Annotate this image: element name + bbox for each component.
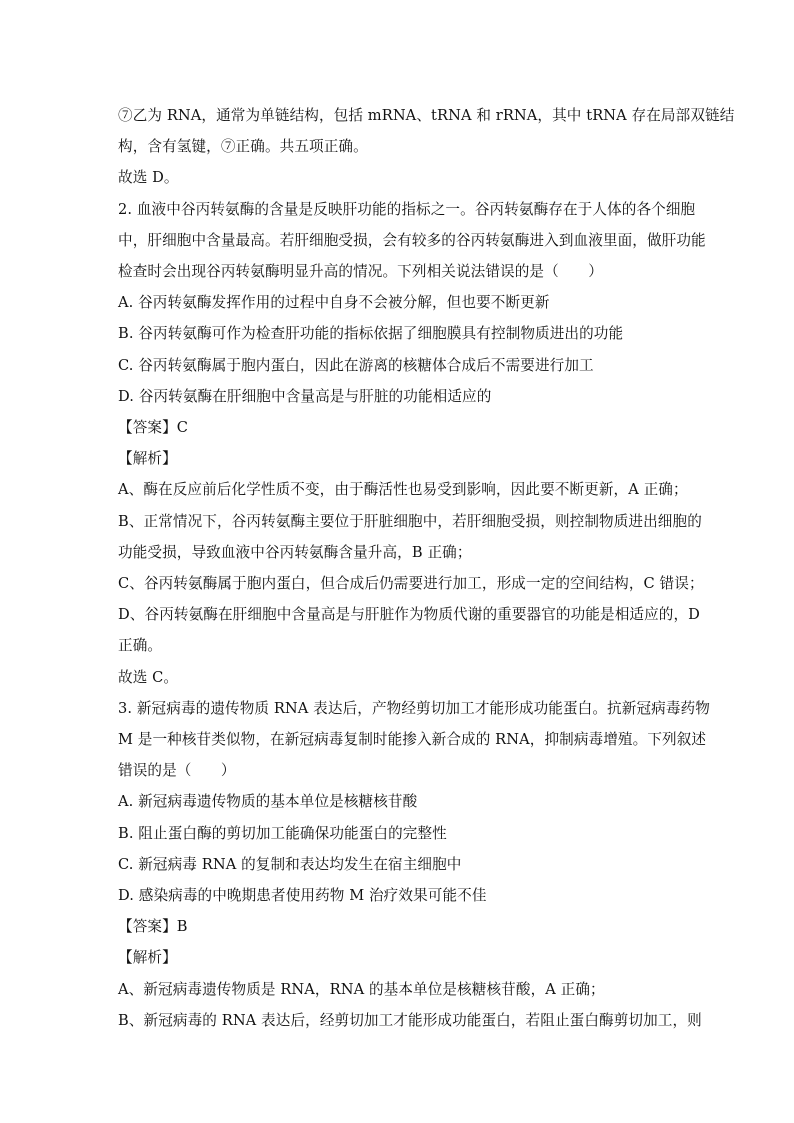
analysis-line: 正确。 (118, 637, 163, 655)
option-a: A. 谷丙转氨酶发挥作用的过程中自身不会被分解，但也要不断更新 (118, 294, 550, 312)
option-d: D. 感染病毒的中晚期患者使用药物 M 治疗效果可能不佳 (118, 887, 487, 905)
analysis-line: 功能受损，导致血液中谷丙转氨酶含量升高，B 正确； (118, 543, 472, 561)
question-stem: 2. 血液中谷丙转氨酶的含量是反映肝功能的指标之一。谷丙转氨酶存在于人体的各个细胞 (118, 200, 696, 218)
option-a: A. 新冠病毒遗传物质的基本单位是核糖核苷酸 (118, 793, 418, 811)
answer-label: 【答案】B (118, 918, 188, 936)
question-stem: 中，肝细胞中含量最高。若肝细胞受损，会有较多的谷丙转氨酶进入到血液里面，做肝功能 (118, 231, 706, 249)
analysis-line: C、谷丙转氨酶属于胞内蛋白，但合成后仍需要进行加工，形成一定的空间结构，C 错误； (118, 575, 704, 593)
option-d: D. 谷丙转氨酶在肝细胞中含量高是与肝脏的功能相适应的 (118, 387, 492, 405)
analysis-line: B、正常情况下，谷丙转氨酶主要位于肝脏细胞中，若肝细胞受损，则控制物质进出细胞的 (118, 512, 702, 530)
question-stem: 检查时会出现谷丙转氨酶明显升高的情况。下列相关说法错误的是（ ） (118, 263, 603, 281)
question-stem: 错误的是（ ） (118, 762, 236, 780)
text-line: 故选 D。 (118, 169, 179, 187)
text-line: ⑦乙为 RNA，通常为单链结构，包括 mRNA、tRNA 和 rRNA，其中 tRNA 存在局部双链结 (118, 107, 735, 124)
analysis-line: B、新冠病毒的 RNA 表达后，经剪切加工才能形成功能蛋白，若阻止蛋白酶剪切加工，则 (118, 1011, 702, 1029)
analysis-label: 【解析】 (118, 949, 177, 967)
option-c: C. 新冠病毒 RNA 的复制和表达均发生在宿主细胞中 (118, 855, 462, 873)
question-stem: M 是一种核苷类似物，在新冠病毒复制时能掺入新合成的 RNA，抑制病毒增殖。下列叙述 (118, 731, 707, 749)
analysis-label: 【解析】 (118, 450, 177, 468)
text-line: 故选 C。 (118, 668, 179, 686)
analysis-line: A、新冠病毒遗传物质是 RNA，RNA 的基本单位是核糖核苷酸，A 正确； (118, 980, 605, 998)
answer-label: 【答案】C (118, 419, 189, 437)
option-b: B. 阻止蛋白酶的剪切加工能确保功能蛋白的完整性 (118, 824, 447, 842)
option-b: B. 谷丙转氨酶可作为检查肝功能的指标依据了细胞膜具有控制物质进出的功能 (118, 325, 624, 343)
text-line: 构，含有氢键，⑦正确。共五项正确。 (118, 138, 368, 156)
question-stem: 3. 新冠病毒的遗传物质 RNA 表达后，产物经剪切加工才能形成功能蛋白。抗新冠病毒药物 (118, 699, 710, 717)
analysis-line: A、酶在反应前后化学性质不变，由于酶活性也易受到影响，因此要不断更新，A 正确； (118, 481, 688, 499)
document-page (118, 100, 735, 1036)
option-c: C. 谷丙转氨酶属于胞内蛋白，因此在游离的核糖体合成后不需要进行加工 (118, 356, 594, 374)
analysis-line: D、谷丙转氨酶在肝细胞中含量高是与肝脏作为物质代谢的重要器官的功能是相适应的，D (118, 606, 700, 624)
